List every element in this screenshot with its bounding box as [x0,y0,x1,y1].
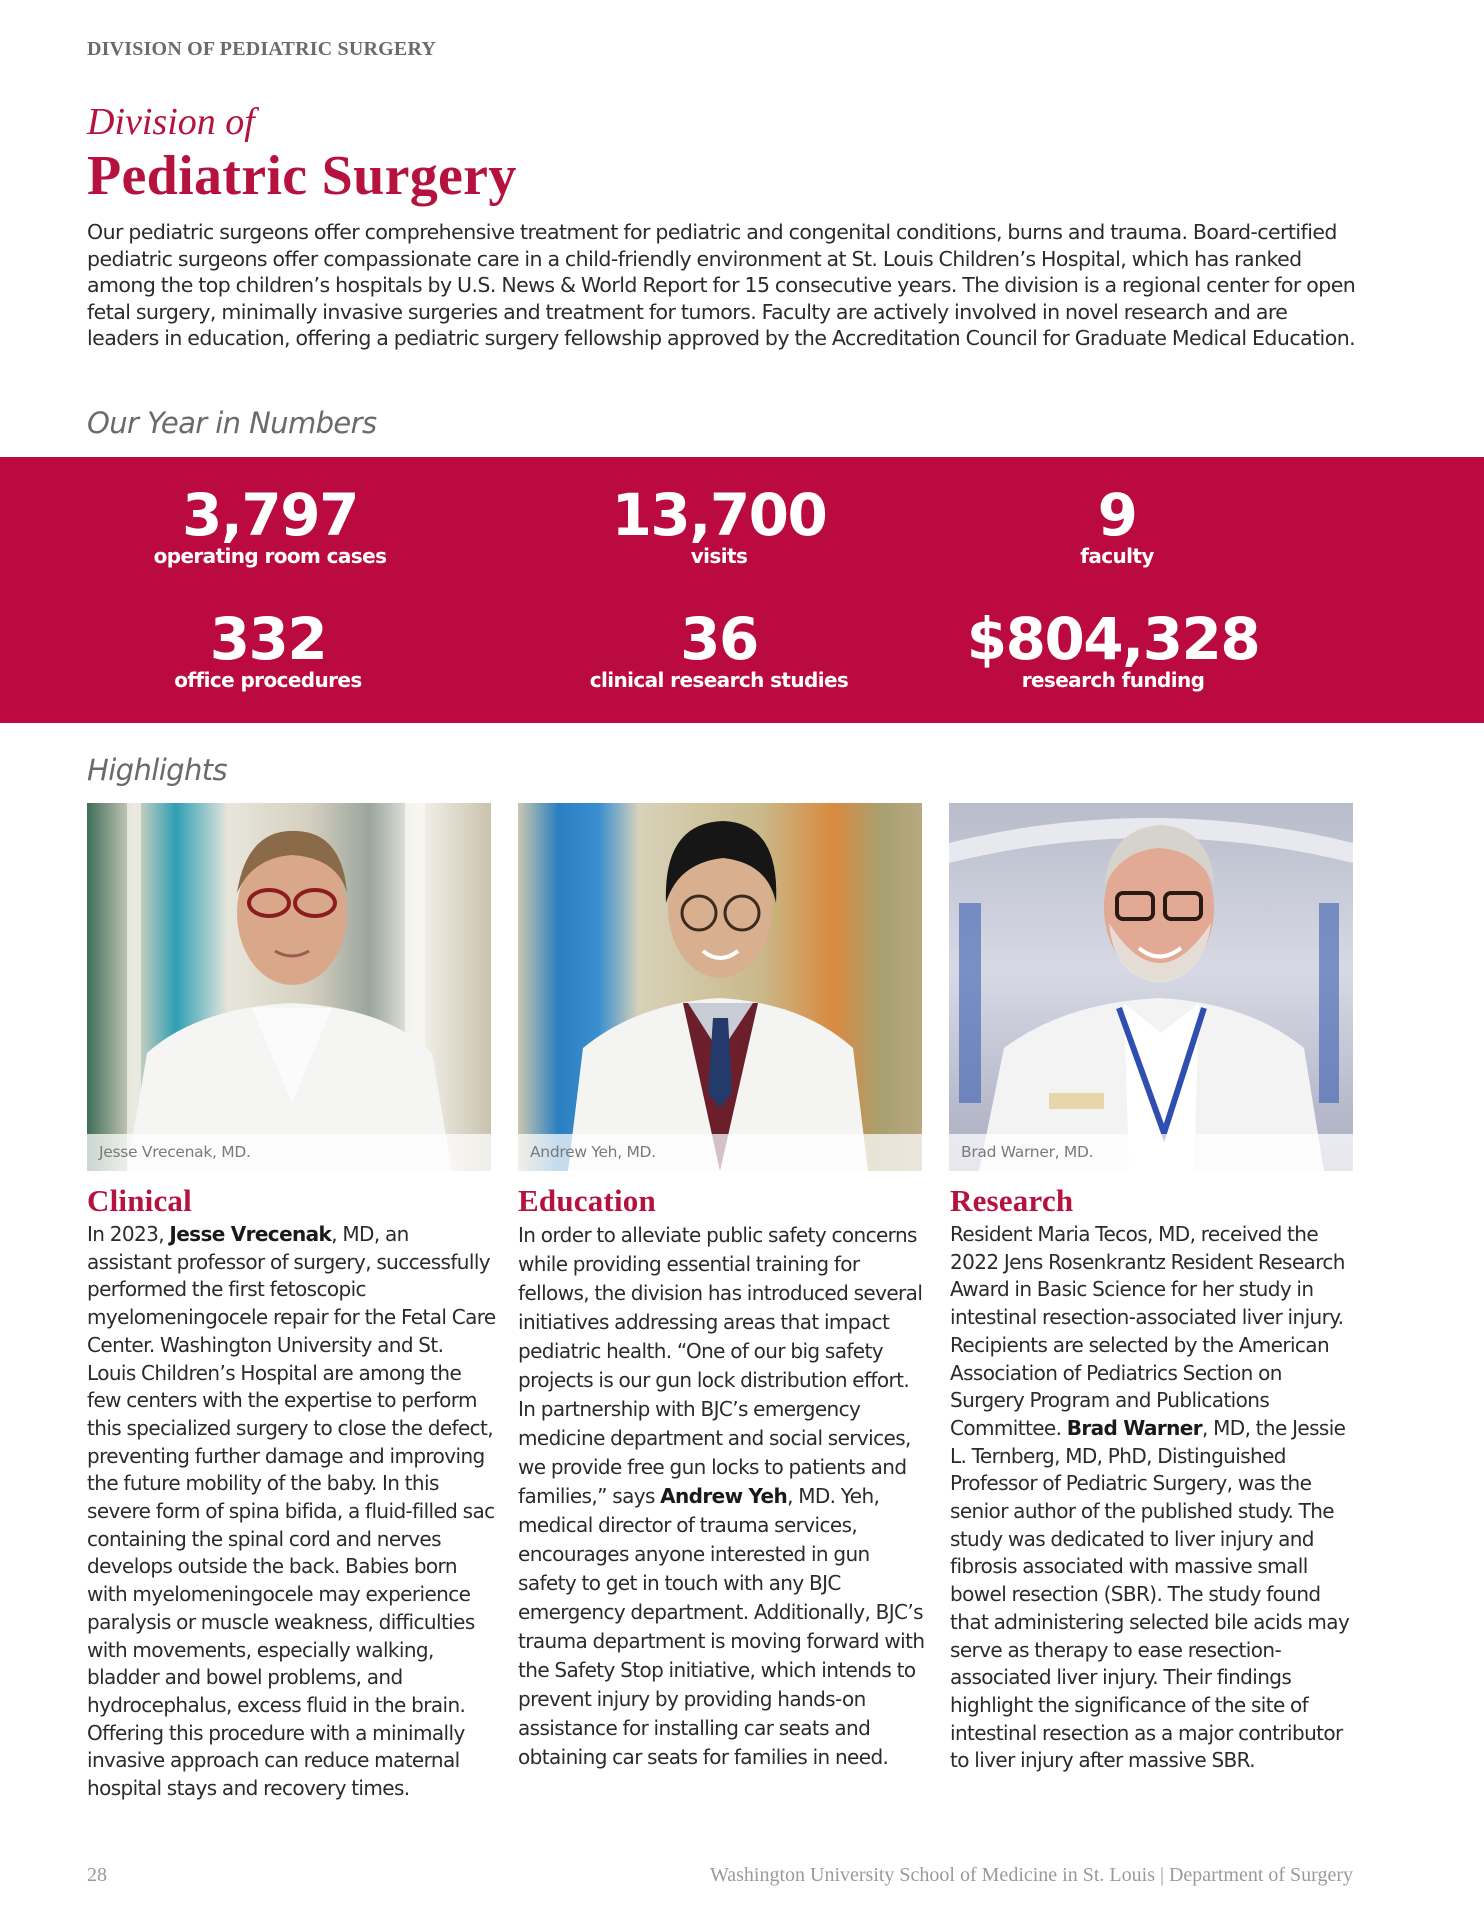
photo-caption: Jesse Vrecenak, MD. [87,1134,491,1171]
body-text: , MD, the Jessie L. Ternberg, MD, PhD, Distinguished Professor of Pediatric Surgery, was the senior author of the published study. The study was dedicated to liver injury and fibrosis associated with massive small bowel resection (SBR). The study found that administering selected bile acids may serve as therapy to ease resection-associated liver injury. Their findings highlight the significance of the site of intestinal resection as a major contributor to liver injury after massive SBR. [950,1415,1350,1773]
stat-office-procedures [68,607,468,692]
stat-label: faculty [1080,544,1154,568]
highlight-clinical [87,1183,497,1803]
portrait-image [518,803,922,1171]
highlight-heading: Research [950,1183,1074,1218]
stat-value: 3,797 [182,481,358,549]
stat-label: visits [690,544,748,568]
highlight-education [518,1183,928,1772]
body-text: , MD, an assistant professor of surgery, successfully performed the first fetoscopic myelomeningocele repair for the Fetal Care Center. Washington University and St. Louis Children’s Hospital are among the few centers with the expertise to perform this specialized surgery to close the defect, preventing further damage and improving the future mobility of the baby. In this severe form of spina bifida, a fluid-filled sac containing the spinal cord and nerves develops outside the back. Babies born with myelomeningocele may experience paralysis or muscle weakness, difficulties with movements, especially walking, bladder and bowel problems, and hydrocephalus, excess fluid in the brain. Offering this procedure with a minimally invasive approach can reduce maternal hospital stays and recovery times. [87,1222,496,1801]
stat-operating-room-cases [70,483,470,568]
body-name-bold: Brad Warner [1066,1415,1202,1440]
portrait-image [949,803,1353,1171]
stat-research-funding [913,607,1313,692]
photo-caption: Andrew Yeh, MD. [518,1134,922,1171]
body-text: In order to alleviate public safety concerns while providing essential training for fellows, the division has introduced several initiatives addressing areas that impact pediatric health. “One of our big safety projects is our gun lock distribution effort. In partnership with BJC’s emergency medicine department and social services, we provide free gun locks to patients and families,” says [518,1223,923,1508]
stat-value: $804,328 [966,605,1260,673]
stat-label: clinical research studies [589,668,849,692]
highlight-body [518,1221,928,1772]
body-name-bold: Jesse Vrecenak [169,1222,332,1246]
photo-brad-warner [949,803,1353,1171]
body-text: In 2023, [87,1222,170,1246]
highlight-body [87,1221,497,1803]
stat-value: 36 [680,605,758,673]
portrait-image [87,803,491,1171]
highlight-heading: Clinical [87,1183,192,1218]
highlight-heading: Education [518,1183,656,1218]
stat-label: research funding [1021,668,1205,692]
body-text: , MD. Yeh, medical director of trauma services, encourages anyone interested in gun safety to get in touch with any BJC emergency department. Additionally, BJC’s trauma department is moving forward with the Safety Stop initiative, which intends to prevent injury by providing hands-on assistance for installing car seats and obtaining car seats for families in need. [518,1484,925,1769]
highlight-research [950,1183,1360,1775]
body-name-bold: Andrew Yeh [660,1484,788,1508]
page-title: Pediatric Surgery [87,145,517,207]
page-number: 28 [87,1864,107,1886]
footer-publication: Washington University School of Medicine in St. Louis | Department of Surgery [709,1864,1353,1886]
photo-jesse-vrecenak [87,803,491,1171]
stat-label: operating room cases [153,544,387,568]
body-text: Resident Maria Tecos, MD, received the 2022 Jens Rosenkrantz Resident Research Award in Basic Science for her study in intestinal resection-associated liver injury. Recipients are selected by the American Association of Pediatrics Section on Surgery Program and Publications Committee. [950,1222,1345,1440]
stat-visits [519,483,919,568]
running-head: DIVISION OF PEDIATRIC SURGERY [87,38,437,60]
highlight-body [950,1221,1360,1775]
year-in-numbers-label: Our Year in Numbers [87,406,377,440]
stat-value: 9 [1097,481,1137,549]
intro-paragraph: Our pediatric surgeons offer comprehensive treatment for pediatric and congenital conditions, burns and trauma. Board-certified pediatric surgeons offer compassionate care in a child-friendly environment at St. Louis Children’s Hospital, which has ranked among the top children’s hospitals by U.S. News & World Report for 15 consecutive years. The division is a regional center for open fetal surgery, minimally invasive surgeries and treatment for tumors. Faculty are actively involved in novel research and are leaders in education, offering a pediatric surgery fellowship approved by the Accreditation Council for Graduate Medical Education. [87,220,1356,351]
stat-faculty [917,483,1317,568]
photo-andrew-yeh [518,803,922,1171]
stat-label: office procedures [174,668,362,692]
stat-clinical-research-studies [519,607,919,692]
photo-caption: Brad Warner, MD. [949,1134,1353,1171]
title-kicker: Division of [87,101,255,143]
highlights-label: Highlights [87,753,228,787]
stat-value: 13,700 [611,481,827,549]
stat-value: 332 [209,605,327,673]
stats-band [0,457,1484,723]
